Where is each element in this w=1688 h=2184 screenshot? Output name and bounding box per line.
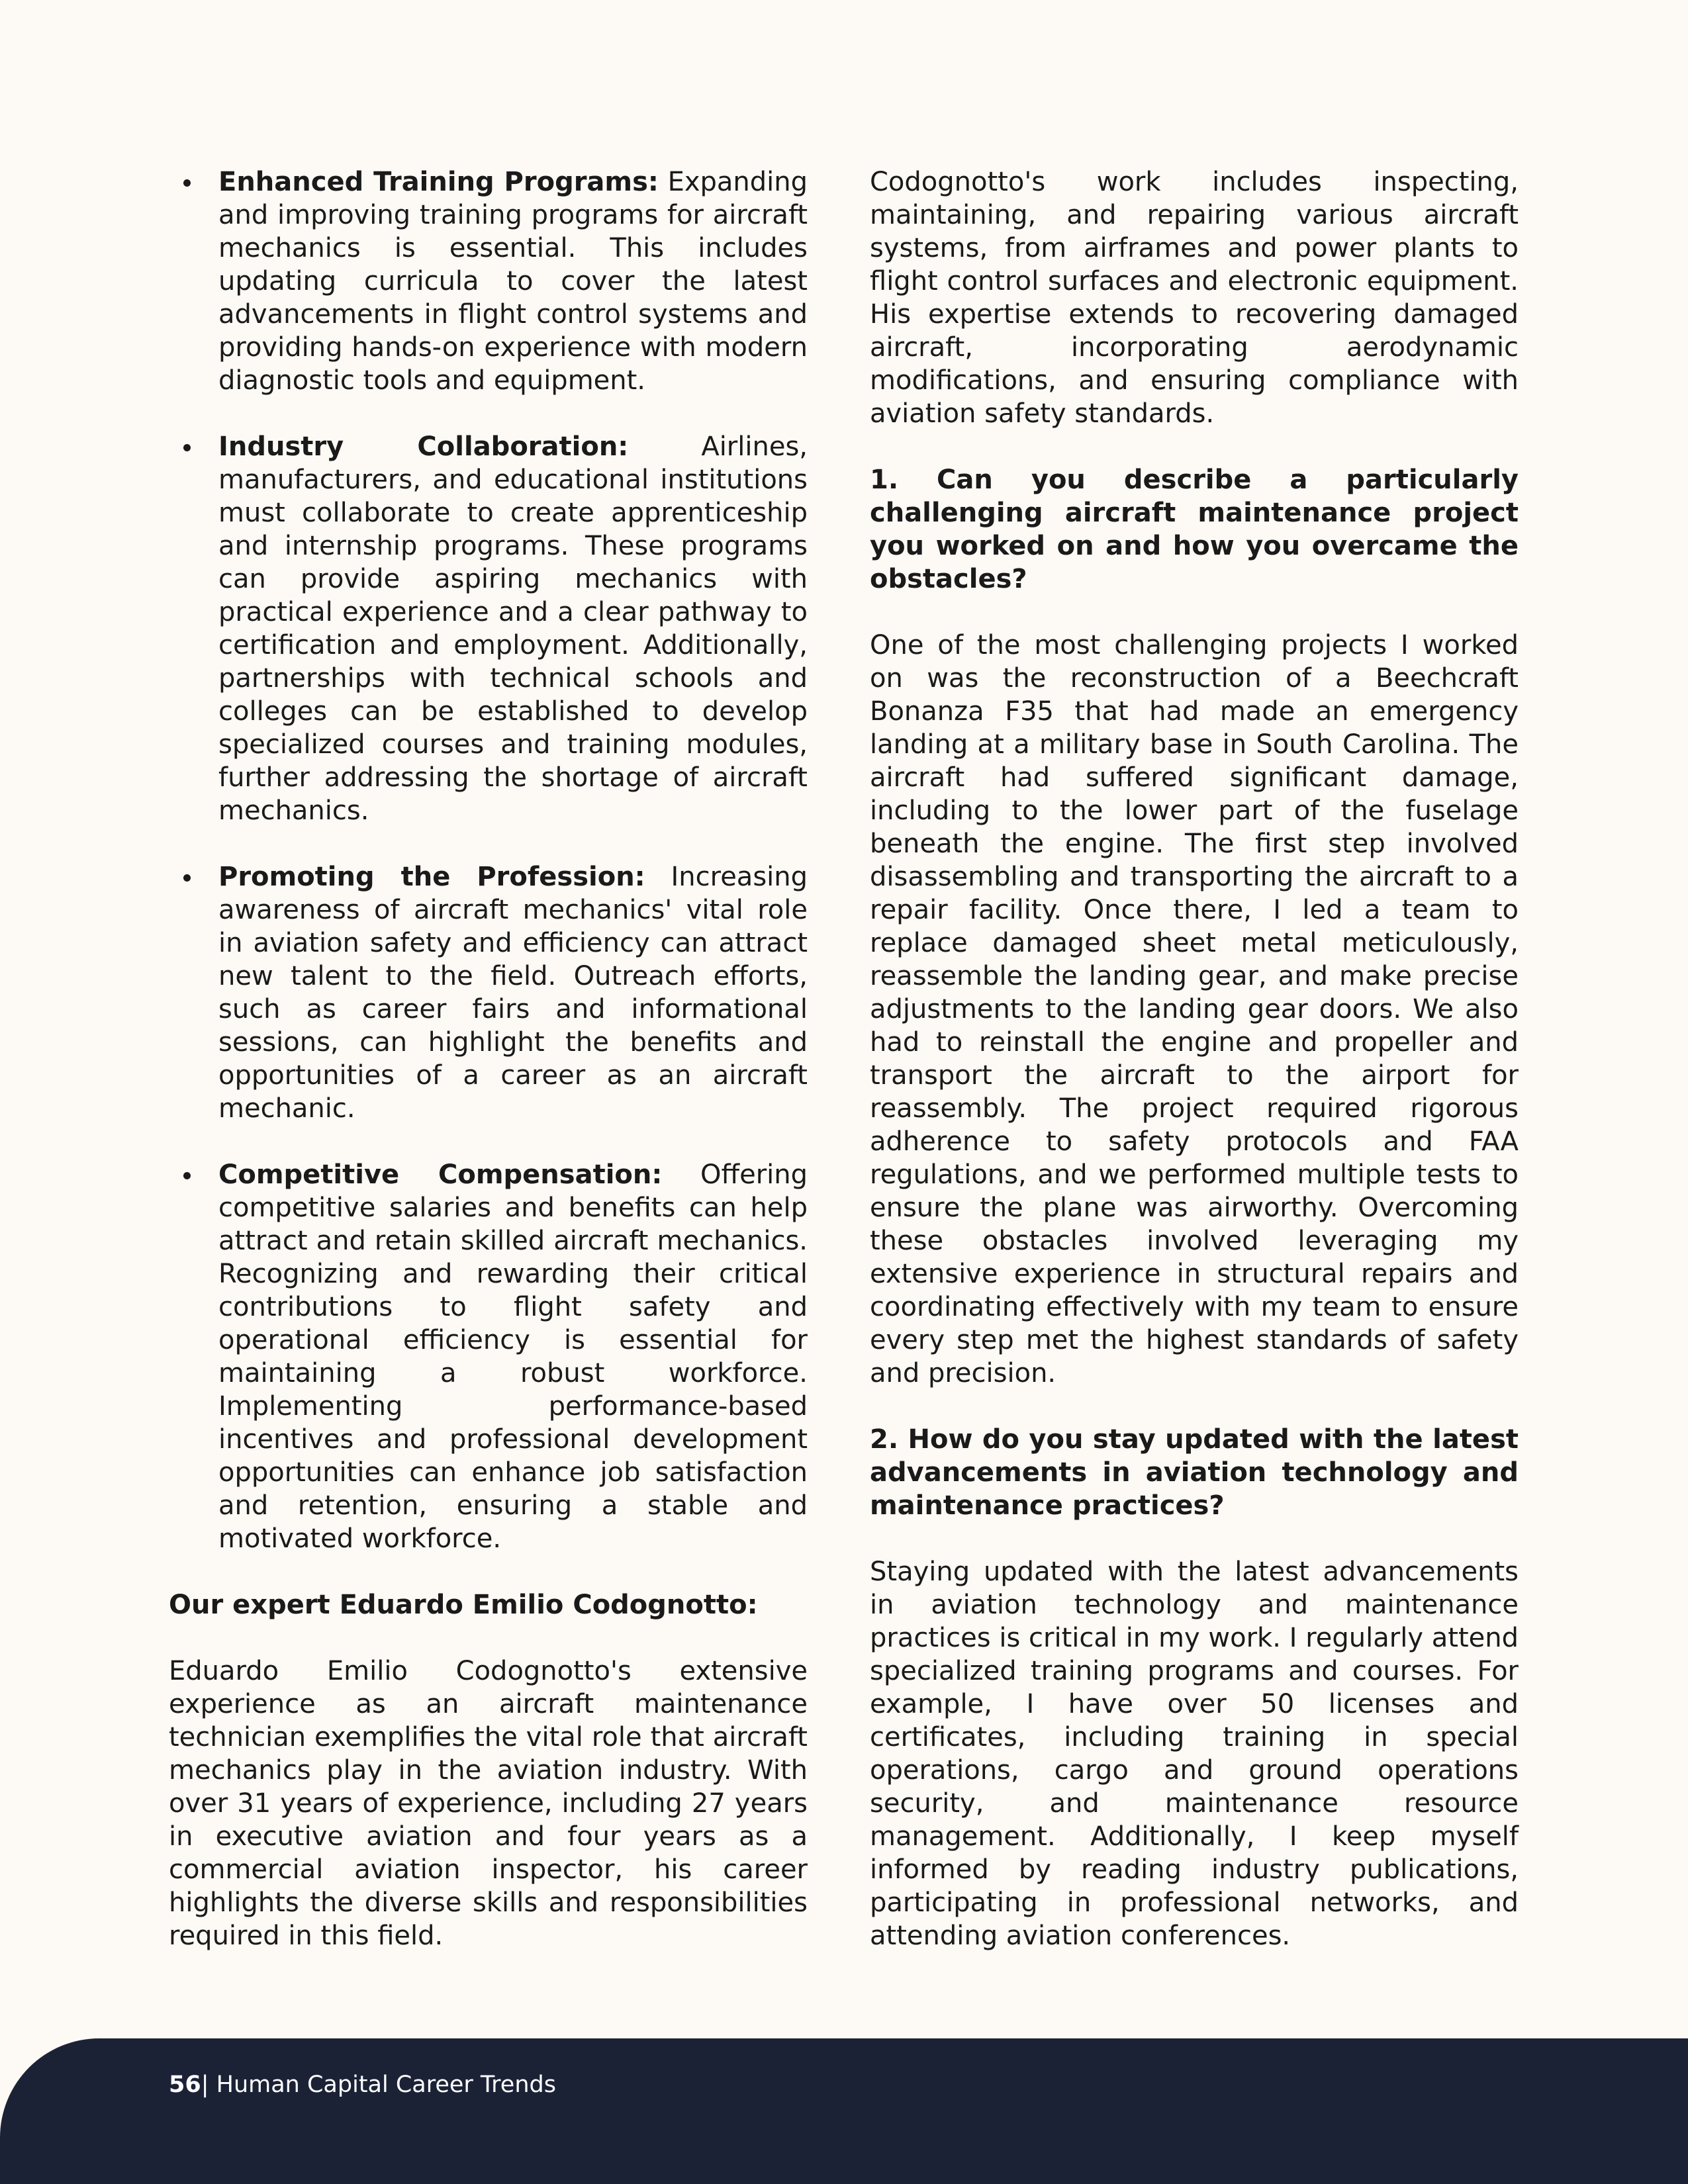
publication-title: Human Capital Career Trends (209, 2071, 556, 2098)
list-item (169, 1158, 808, 1555)
bullet-lead: Enhanced Training Programs: (218, 167, 659, 197)
footer-separator: | (201, 2071, 209, 2098)
left-column (169, 165, 808, 1952)
footer (169, 2070, 556, 2099)
list-item (169, 430, 808, 827)
question-2: 2. How do you stay updated with the latest advancements in aviation technology and maintenance practices? (870, 1424, 1519, 1521)
bullet-text: Offering competitive salaries and benefits can help attract and retain skilled aircraft mechanics. Recognizing and rewarding their critical contributions to flight safety and operational efficiency is essential for maintaining a robust workforce. Implementing performance-based incentives and professional development opportunities can enhance job satisfaction and retention, ensuring a stable and motivated workforce. (218, 1160, 808, 1554)
answer-2: Staying updated with the latest advancements in aviation technology and maintenance practices is critical in my work. I regularly attend specialized training programs and courses. For example, I have over 50 licenses and certificates, including training in special operations, cargo and ground operations security, and maintenance resource management. Additionally, I keep myself informed by reading industry publications, participating in professional networks, and attending aviation conferences. (870, 1557, 1519, 1951)
bullet-list (169, 165, 808, 1555)
list-item (169, 165, 808, 397)
right-column (870, 165, 1519, 1952)
intro-paragraph: Codognotto's work includes inspecting, maintaining, and repairing various aircraft systems, from airframes and power plants to flight control surfaces and electronic equipment. His expertise extends to recovering damaged aircraft, incorporating aerodynamic modifications, and ensuring compliance with aviation safety standards. (870, 167, 1519, 429)
bullet-lead: Industry Collaboration: (218, 432, 629, 462)
expert-paragraph: Eduardo Emilio Codognotto's extensive experience as an aircraft maintenance technician exemplifies the vital role that aircraft mechanics play in the aviation industry. With over 31 years of experience, including 27 years in executive aviation and four years as a commercial aviation inspector, his career highlights the diverse skills and responsibilities required in this field. (169, 1656, 808, 1951)
bullet-text: Increasing awareness of aircraft mechanics' vital role in aviation safety and efficiency can attract new talent to the field. Outreach efforts, such as career fairs and informational sessions, can highlight the benefits and opportunities of a career as an aircraft mechanic. (218, 862, 808, 1124)
answer-1: One of the most challenging projects I worked on was the reconstruction of a Beechcraft Bonanza F35 that had made an emergency landing at a military base in South Carolina. The aircraft had suffered significant damage, including to the lower part of the fuselage beneath the engine. The first step involved disassembling and transporting the aircraft to a repair facility. Once there, I led a team to replace damaged sheet metal meticulously, reassemble the landing gear, and make precise adjustments to the landing gear doors. We also had to reinstall the engine and propeller and transport the aircraft to the airport for reassembly. The project required rigorous adherence to safety protocols and FAA regulations, and we performed multiple tests to ensure the plane was airworthy. Overcoming these obstacles involved leveraging my extensive experience in structural repairs and coordinating effectively with my team to ensure every step met the highest standards of safety and precision. (870, 630, 1519, 1388)
question-1: 1. Can you describe a particularly challenging aircraft maintenance project you worked on and how you overcame the obstacles? (870, 465, 1519, 594)
bullet-text: Expanding and improving training programs for aircraft mechanics is essential. This includes updating curricula to cover the latest advancements in flight control systems and providing hands-on experience with modern diagnostic tools and equipment. (218, 167, 808, 396)
bullet-lead: Competitive Compensation: (218, 1160, 663, 1190)
footer-band (0, 2038, 1688, 2184)
page-number: 56 (169, 2071, 201, 2098)
list-item (169, 860, 808, 1125)
bullet-text: Airlines, manufacturers, and educational institutions must collaborate to create apprenticeship and internship programs. These programs can provide aspiring mechanics with practical experience and a clear pathway to certification and employment. Additionally, partnerships with technical schools and colleges can be established to develop specialized courses and training modules, further addressing the shortage of aircraft mechanics. (218, 432, 808, 826)
expert-heading: Our expert Eduardo Emilio Codognotto: (169, 1590, 758, 1620)
bullet-lead: Promoting the Profession: (218, 862, 645, 892)
